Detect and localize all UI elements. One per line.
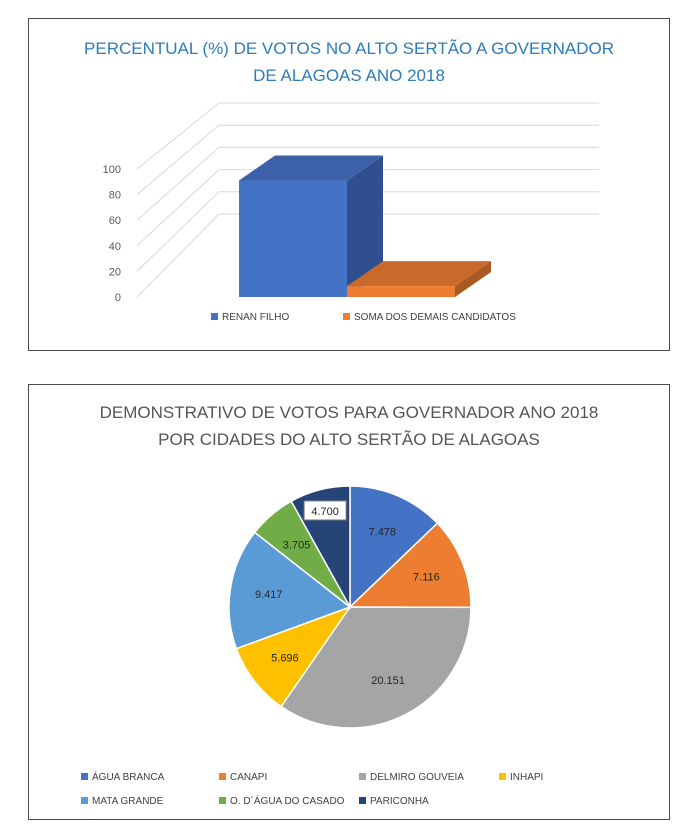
legend-swatch xyxy=(219,797,226,804)
pie-data-label: 7.116 xyxy=(413,571,440,584)
bar-chart-title-line-2: DE ALAGOAS ANO 2018 xyxy=(253,66,445,85)
pie-data-label: 4.700 xyxy=(311,505,339,518)
pie-data-label: 9.417 xyxy=(254,589,283,602)
legend-swatch xyxy=(343,313,350,320)
legend-label: DELMIRO GOUVEIA xyxy=(370,772,464,783)
y-tick-label: 80 xyxy=(108,189,121,202)
pie-chart-panel xyxy=(28,384,670,820)
bar-chart-title xyxy=(29,35,669,89)
pie-data-label: 5.696 xyxy=(271,652,299,665)
y-tick-label: 100 xyxy=(102,164,121,176)
legend-label: INHAPI xyxy=(510,772,544,783)
bar-renan-filho xyxy=(239,156,383,297)
legend-swatch xyxy=(359,773,366,780)
legend-label: ÁGUA BRANCA xyxy=(92,772,165,783)
legend-label: SOMA DOS DEMAIS CANDIDATOS xyxy=(354,312,516,323)
bar-chart-panel xyxy=(28,18,670,351)
legend-swatch xyxy=(499,773,506,780)
bar-front-face xyxy=(347,286,455,297)
y-tick-label: 20 xyxy=(108,266,121,279)
pie-chart-title-line-1: DEMONSTRATIVO DE VOTOS PARA GOVERNADOR ANO 2018 xyxy=(99,403,599,422)
legend-label: O. D´ÁGUA DO CASADO xyxy=(230,796,345,807)
y-tick-label: 0 xyxy=(114,292,121,304)
bar-front-face xyxy=(239,181,347,297)
pie-data-label: 20.151 xyxy=(371,674,405,687)
legend-label: CANAPI xyxy=(230,772,268,783)
legend-label: MATA GRANDE xyxy=(92,796,164,807)
legend-swatch xyxy=(81,773,88,780)
bar-chart-title-line-1: PERCENTUAL (%) DE VOTOS NO ALTO SERTÃO A GOVERNADOR xyxy=(84,39,614,58)
y-tick-label: 40 xyxy=(108,240,121,253)
legend-swatch xyxy=(81,797,88,804)
legend-swatch xyxy=(359,797,366,804)
y-tick-label: 60 xyxy=(108,215,121,228)
pie-data-label: 3.705 xyxy=(282,539,311,552)
pie-chart-title xyxy=(29,399,669,453)
pie-data-label: 7.478 xyxy=(368,526,397,539)
legend-label: RENAN FILHO xyxy=(222,312,290,323)
legend-swatch xyxy=(219,773,226,780)
legend-swatch xyxy=(211,313,218,320)
gridline-side xyxy=(137,170,219,246)
gridline-side xyxy=(137,214,219,297)
legend-label: PARICONHA xyxy=(370,796,429,807)
pie-chart-title-line-2: POR CIDADES DO ALTO SERTÃO DE ALAGOAS xyxy=(158,430,540,449)
gridline-side xyxy=(137,192,219,272)
